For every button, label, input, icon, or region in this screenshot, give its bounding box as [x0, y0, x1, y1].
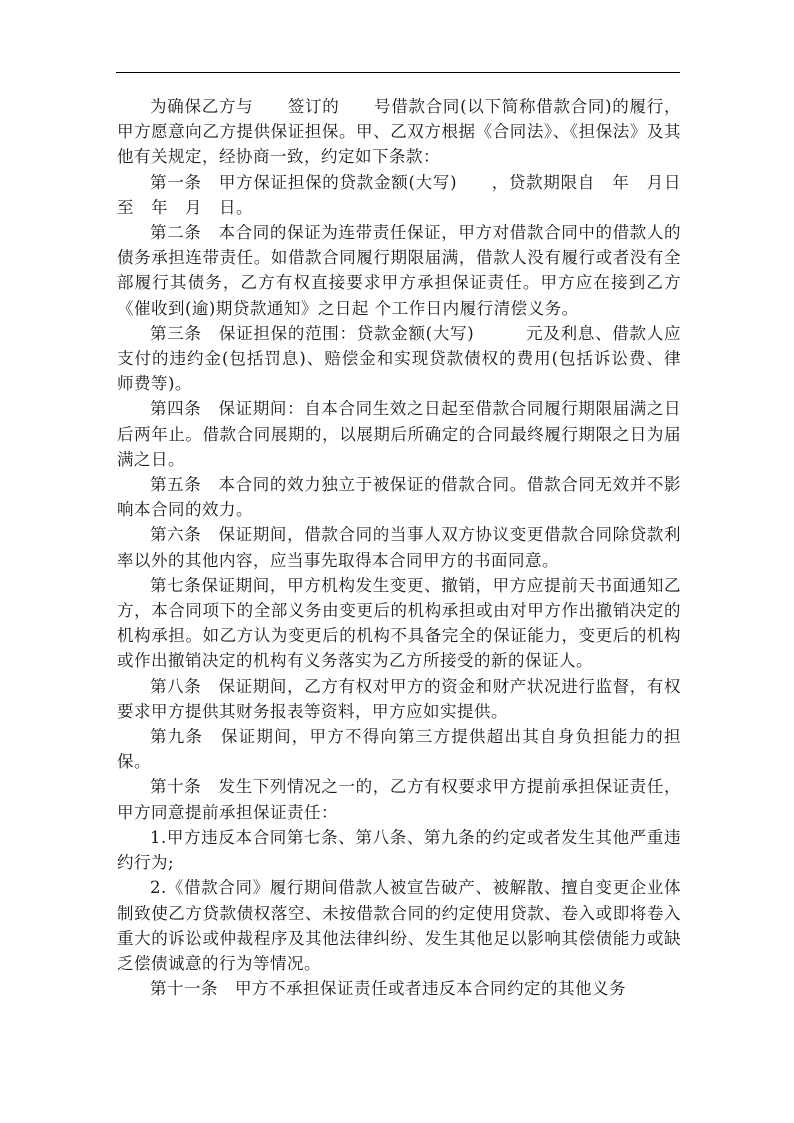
article-10-item-2: 2.《借款合同》履行期间借款人被宣告破产、被解散、擅自变更企业体制致使乙方贷款债权落空、未按借款合同的约定使用贷款、卷入或即将卷入重大的诉讼或仲裁程序及其他法律纠纷、发生其他足以影响其偿债能力或缺乏偿债诚意的行为等情况。 [117, 878, 681, 973]
article-8-paragraph: 第八条 保证期间，乙方有权对甲方的资金和财产状况进行监督，有权要求甲方提供其财务报表等资料，甲方应如实提供。 [117, 676, 681, 721]
article-9-paragraph: 第九条 保证期间，甲方不得向第三方提供超出其自身负担能力的担保。 [117, 727, 681, 772]
article-2-paragraph: 第二条 本合同的保证为连带责任保证，甲方对借款合同中的借款人的债务承担连带责任。如借款合同履行期限届满，借款人没有履行或者没有全部履行其债务，乙方有权直接要求甲方承担保证责任。甲方应在接到乙方《催收到(逾)期贷款通知》之日起 个工作日内履行清偿义务。 [117, 223, 681, 318]
article-10-item-1: 1.甲方违反本合同第七条、第八条、第九条的约定或者发生其他严重违约行为; [117, 827, 681, 873]
article-6-paragraph: 第六条 保证期间，借款合同的当事人双方协议变更借款合同除贷款利率以外的其他内容，应当事先取得本合同甲方的书面同意。 [117, 525, 681, 570]
article-1-paragraph: 第一条 甲方保证担保的贷款金额(大写) ，贷款期限自 年 月日至 年 月 日。 [117, 172, 681, 217]
article-3-paragraph: 第三条 保证担保的范围：贷款金额(大写) 元及利息、借款人应支付的违约金(包括罚息)、赔偿金和实现贷款债权的费用(包括诉讼费、律师费等)。 [117, 323, 681, 394]
article-5-paragraph: 第五条 本合同的效力独立于被保证的借款合同。借款合同无效并不影响本合同的效力。 [117, 475, 681, 520]
header-rule [116, 72, 680, 73]
article-11-paragraph: 第十一条 甲方不承担保证责任或者违反本合同约定的其他义务 [150, 979, 626, 999]
intro-paragraph: 为确保乙方与 签订的 号借款合同(以下简称借款合同)的履行，甲方愿意向乙方提供保证担保。甲、乙双方根据《合同法》、《担保法》及其他有关规定，经协商一致，约定如下条款： [117, 97, 681, 167]
article-10-paragraph: 第十条 发生下列情况之一的，乙方有权要求甲方提前承担保证责任，甲方同意提前承担保证责任： [117, 777, 681, 822]
article-7-paragraph: 第七条保证期间，甲方机构发生变更、撤销，甲方应提前天书面通知乙方，本合同项下的全部义务由变更后的机构承担或由对甲方作出撤销决定的机构承担。如乙方认为变更后的机构不具备完全的保证能力，变更后的机构或作出撤销决定的机构有义务落实为乙方所接受的新的保证人。 [117, 575, 681, 671]
document-body [117, 94, 681, 1001]
article-4-paragraph: 第四条 保证期间：自本合同生效之日起至借款合同履行期限届满之日后两年止。借款合同展期的，以展期后所确定的合同最终履行期限之日为届满之日。 [117, 399, 681, 469]
